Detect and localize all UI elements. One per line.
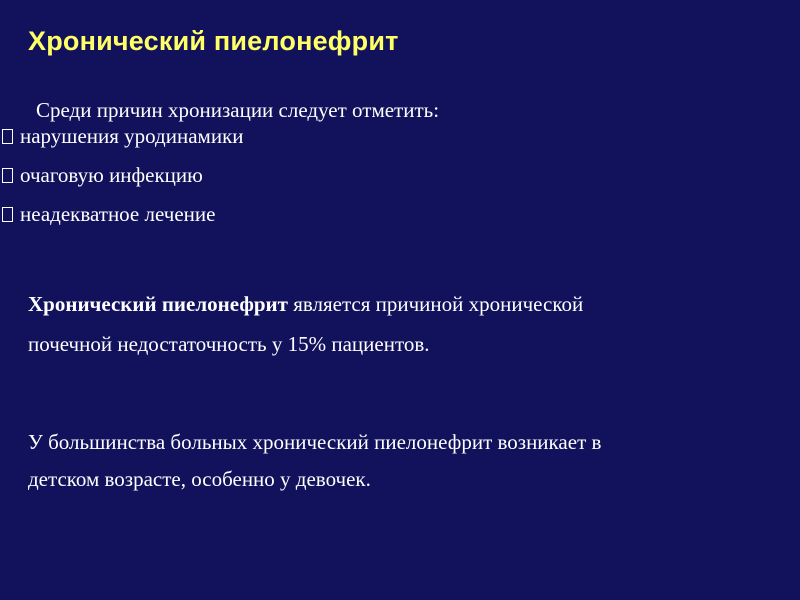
list-item (2, 126, 244, 147)
paragraph-line: детском возрасте, особенно у девочек. (28, 467, 371, 491)
hollow-square-bullet-icon (2, 207, 13, 222)
paragraph-bold-term: Хронический пиелонефрит (28, 292, 288, 316)
paragraph-line: У большинства больных хронический пиелонефрит возникает в (28, 430, 602, 454)
list-item (2, 204, 244, 225)
hollow-square-bullet-icon (2, 129, 13, 144)
paragraph-text: является причиной хронической (287, 292, 584, 316)
list-item-label: очаговую инфекцию (20, 163, 203, 187)
list-item-label: нарушения уродинамики (20, 124, 244, 148)
hollow-square-bullet-icon (2, 168, 13, 183)
intro-text: Среди причин хронизации следует отметить: (36, 98, 440, 122)
causes-list (2, 126, 244, 243)
renal-failure-paragraph (28, 284, 768, 364)
paragraph-line (28, 284, 768, 324)
childhood-paragraph (28, 424, 768, 498)
slide-title: Хронический пиелонефрит (28, 26, 399, 56)
list-item-label: неадекватное лечение (20, 202, 216, 226)
paragraph-line: почечной недостаточность у 15% пациентов. (28, 332, 430, 356)
list-item (2, 165, 244, 186)
